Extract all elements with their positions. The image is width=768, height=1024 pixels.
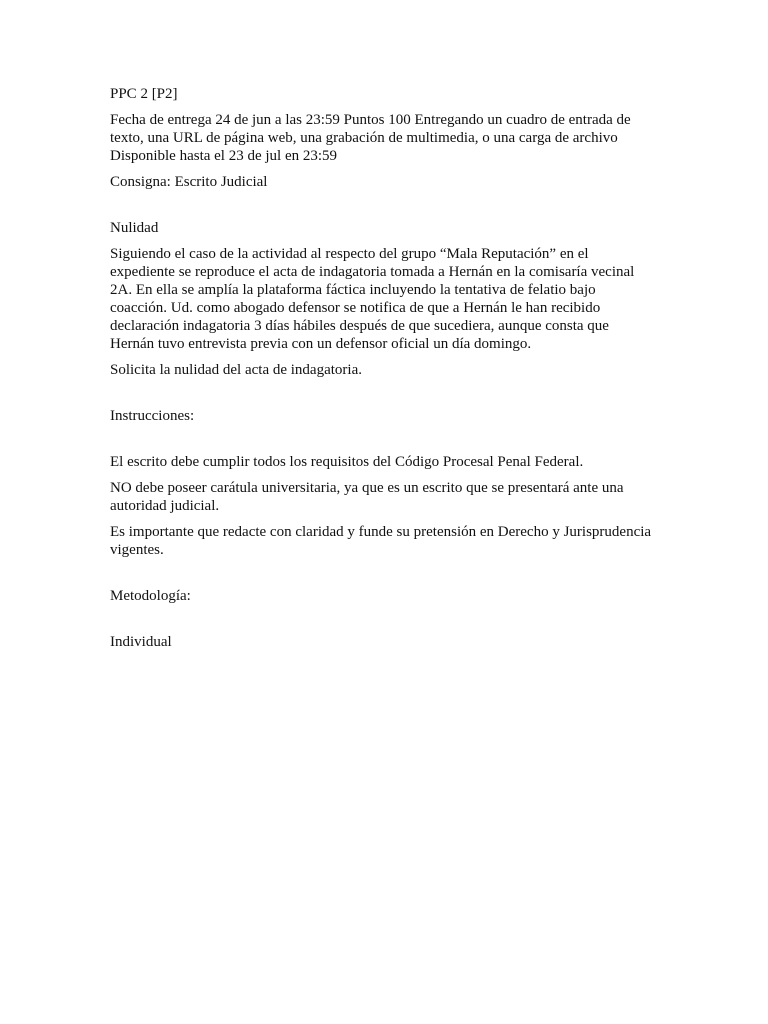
instruction-item: El escrito debe cumplir todos los requisitos del Código Procesal Penal Federal. — [110, 454, 584, 470]
nulidad-request: Solicita la nulidad del acta de indagatoria. — [110, 362, 362, 378]
document-body — [110, 85, 655, 659]
nulidad-paragraph: Siguiendo el caso de la actividad al respecto del grupo “Mala Reputación” en el expediente se reproduce el acta de indagatoria tomada a Hernán en la comisaría vecinal 2A. En ella se amplía la plataforma fáctica incluyendo la tentativa de felatio bajo coacción. Ud. como abogado defensor se notifica de que a Hernán le han recibido declaración indagatoria 3 días hábiles después de que sucediera, aunque consta que Hernán tuvo entrevista previa con un defensor oficial un día domingo. — [110, 246, 635, 352]
document-header-title: PPC 2 [P2] — [110, 86, 178, 102]
section-title-instrucciones: Instrucciones: — [110, 408, 195, 424]
metodologia-value: Individual — [110, 634, 172, 650]
instruction-item: Es importante que redacte con claridad y funde su pretensión en Derecho y Jurisprudencia vigentes. — [110, 524, 652, 558]
instruction-item: NO debe poseer carátula universitaria, ya que es un escrito que se presentará ante una autoridad judicial. — [110, 480, 624, 514]
spacer — [110, 613, 655, 633]
spacer — [110, 433, 655, 453]
section-title-nulidad: Nulidad — [110, 220, 159, 236]
spacer — [110, 567, 655, 587]
consigna-line: Consigna: Escrito Judicial — [110, 174, 268, 190]
submission-info: Fecha de entrega 24 de jun a las 23:59 Puntos 100 Entregando un cuadro de entrada de texto, una URL de página web, una grabación de multimedia, o una carga de archivo Disponible hasta el 23 de jul en 23:59 — [110, 112, 631, 164]
section-title-metodologia: Metodología: — [110, 588, 191, 604]
spacer — [110, 387, 655, 407]
spacer — [110, 199, 655, 219]
